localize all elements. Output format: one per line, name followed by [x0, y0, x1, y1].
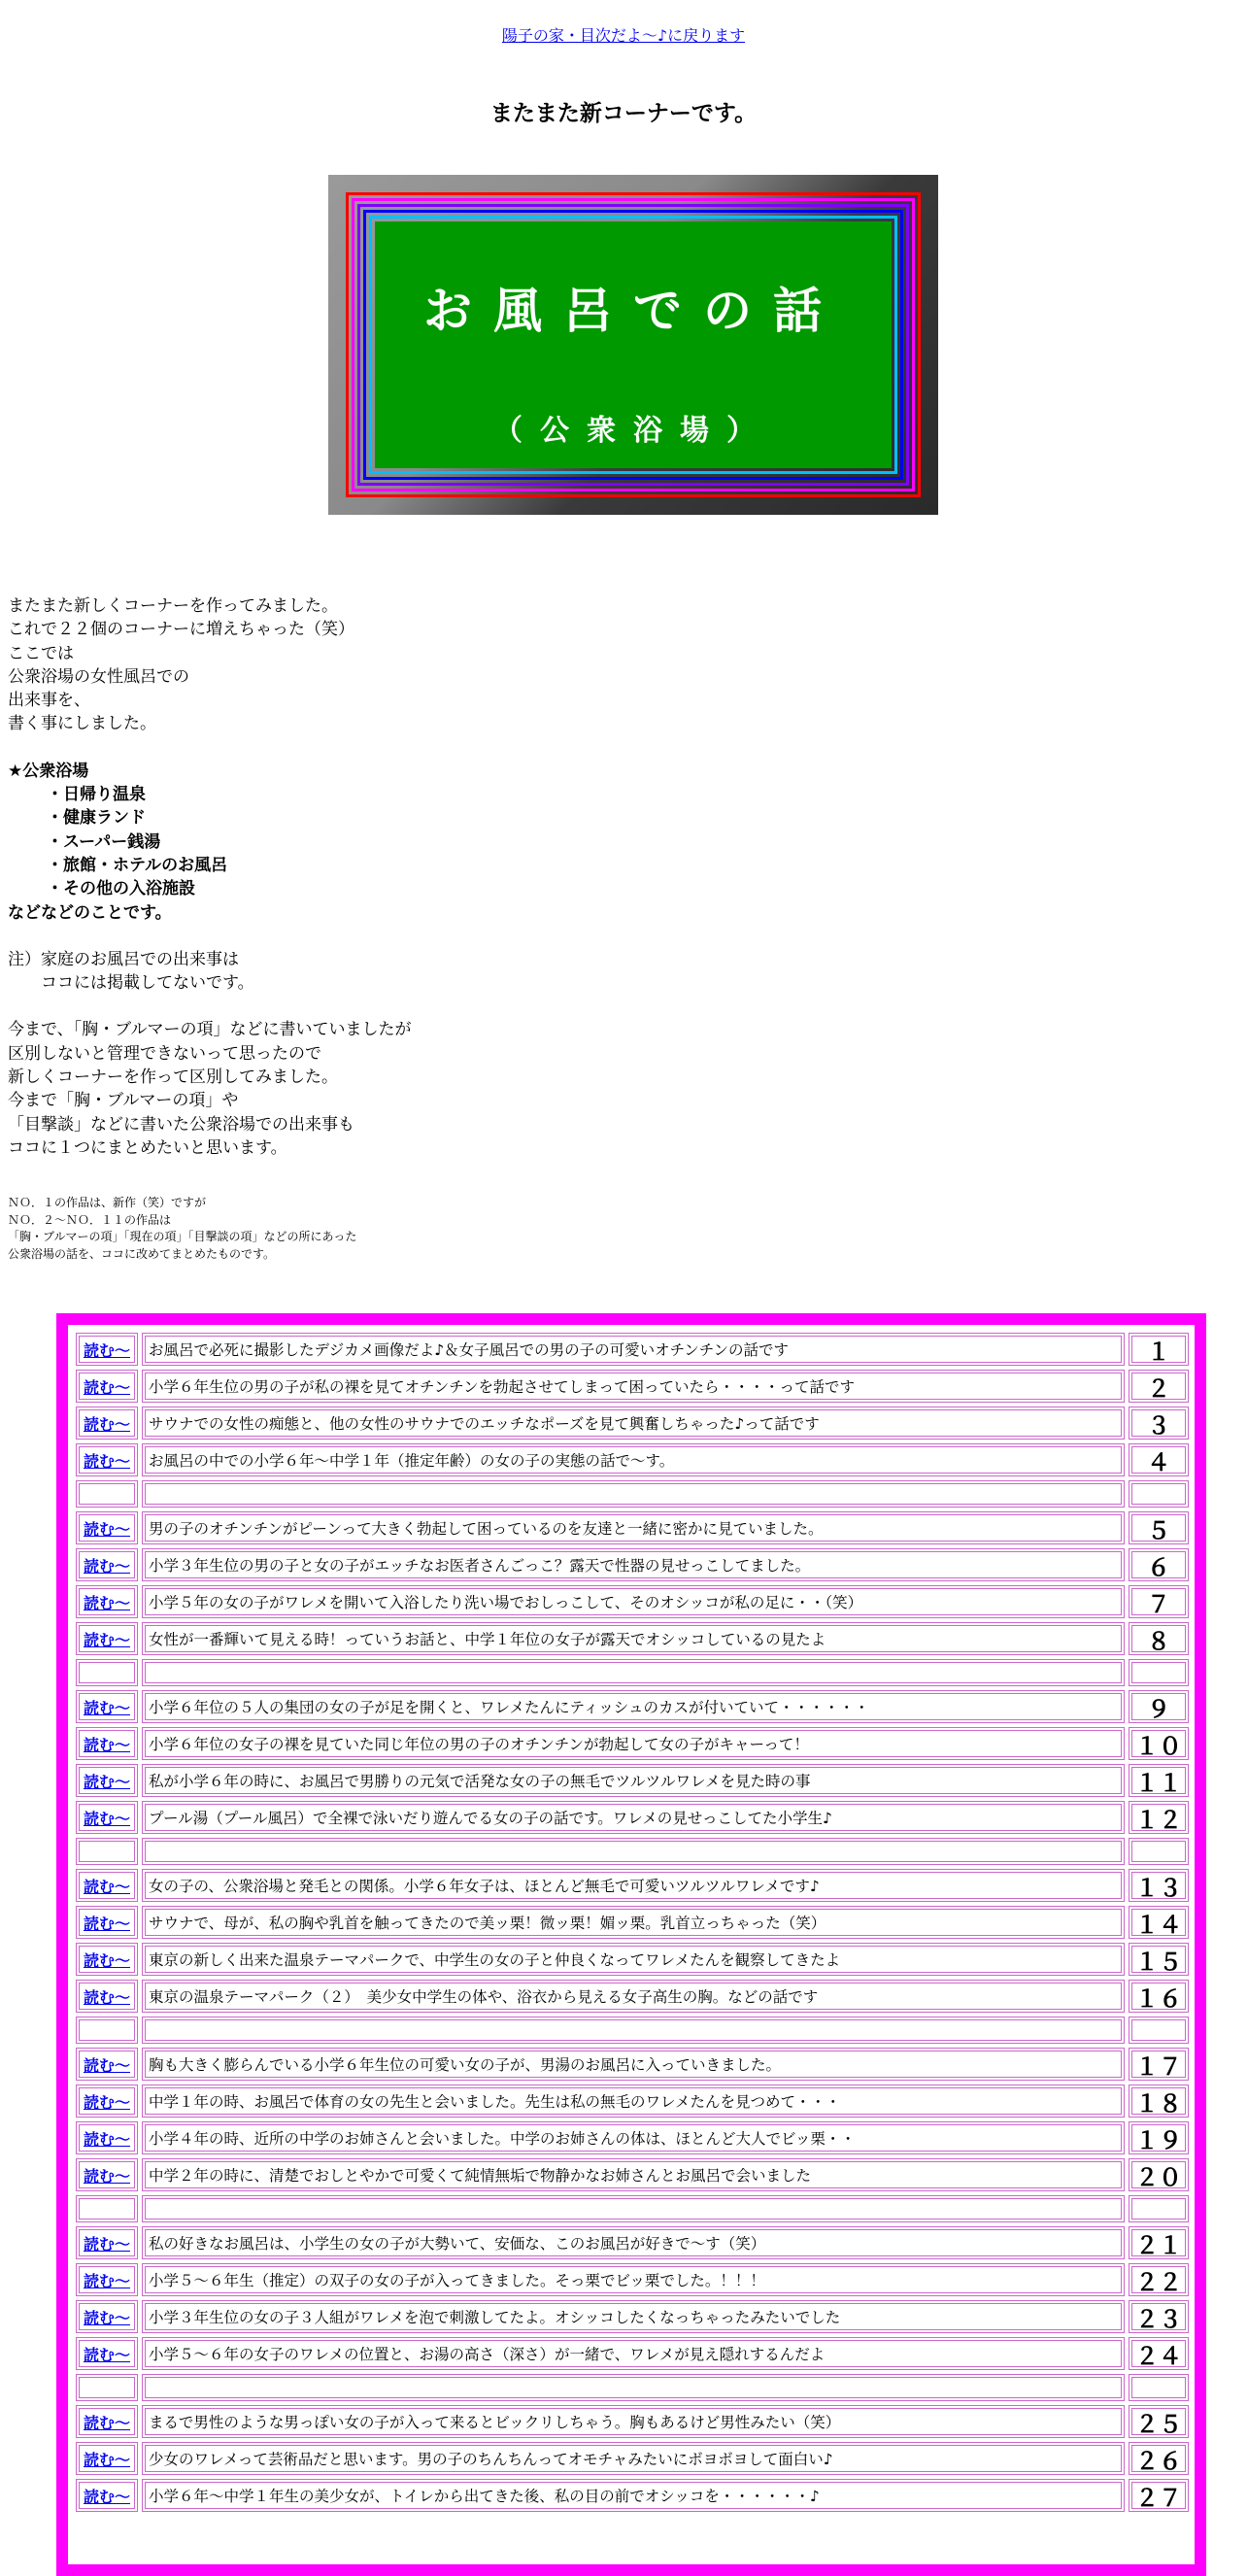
story-number: ９ [1129, 1690, 1189, 1723]
read-link[interactable]: 読む～ [83, 1735, 130, 1754]
read-link[interactable]: 読む～ [83, 1877, 130, 1896]
title-sign [328, 175, 938, 515]
note-line: 注）家庭のお風呂での出来事は [8, 949, 239, 969]
table-row [76, 1727, 1189, 1760]
read-link[interactable]: 読む～ [83, 1414, 130, 1434]
paragraph-line: ココに１つにまとめたいと思います。 [8, 1137, 287, 1158]
note-lines [8, 948, 882, 996]
story-summary: お風呂で必死に撮影したデジカメ画像だよ♪＆女子風呂での男の子の可愛いオチンチンの話です [142, 1333, 1125, 1366]
story-summary: 小学３年生位の女の子３人組がワレメを泡で刺激してたよ。オシッコしたくなっちゃったみたいでした [142, 2300, 1125, 2333]
empty-cell [1129, 1480, 1189, 1508]
story-number: １６ [1129, 1980, 1189, 2013]
small-note-line: ＮＯ．１の作品は、新作（笑）ですが [8, 1196, 207, 1209]
story-number: ２３ [1129, 2300, 1189, 2333]
bath-footer: などなどのことです。 [8, 902, 172, 923]
read-link[interactable]: 読む～ [83, 2055, 130, 2075]
read-link[interactable]: 読む～ [83, 2234, 130, 2254]
small-note-line: 「胸・ブルマーの項」「現在の項」「目撃談の項」などの所にあった [8, 1230, 357, 1243]
read-link[interactable]: 読む～ [83, 1809, 130, 1828]
read-cell [76, 2337, 138, 2370]
read-link[interactable]: 読む～ [83, 1950, 130, 1970]
read-cell [76, 2405, 138, 2438]
separator-row [76, 1659, 1189, 1686]
read-cell [76, 1443, 138, 1476]
story-number: １５ [1129, 1943, 1189, 1976]
para-lines [8, 1018, 882, 1160]
table-row [76, 1943, 1189, 1976]
story-number: ２ [1129, 1370, 1189, 1403]
intro-line: ここでは [8, 643, 74, 663]
read-cell [76, 1764, 138, 1797]
empty-cell [76, 1659, 138, 1686]
separator-row [76, 2195, 1189, 2222]
note-line: ココには掲載してないです。 [8, 973, 254, 994]
story-number: １９ [1129, 2121, 1189, 2154]
bath-items [8, 783, 882, 900]
read-link[interactable]: 読む～ [83, 1987, 130, 2007]
table-row [76, 2479, 1189, 2512]
sign-subtitle: （公衆浴場） [493, 414, 773, 448]
story-summary: 中学２年の時に、清楚でおしとやかで可愛くて純情無垢で物静かなお姉さんとお風呂で会いました [142, 2158, 1125, 2191]
read-cell [76, 2226, 138, 2259]
read-link[interactable]: 読む～ [83, 1451, 130, 1471]
paragraph-line: 「目撃談」などに書いた公衆浴場での出来事も [8, 1114, 354, 1135]
story-summary: 小学６年～中学１年生の美少女が、トイレから出てきた後、私の目の前でオシッコを・・・・・・♪ [142, 2479, 1125, 2512]
read-cell [76, 1333, 138, 1366]
story-number: ２０ [1129, 2158, 1189, 2191]
read-cell [76, 1801, 138, 1834]
table-row [76, 2405, 1189, 2438]
story-summary: サウナで、母が、私の胸や乳首を触ってきたので美ッ栗！微ッ栗！媚ッ栗。乳首立っちゃった（笑） [142, 1906, 1125, 1939]
separator-row [76, 2017, 1189, 2044]
story-summary: 東京の温泉テーマパーク（２） 美少女中学生の体や、浴衣から見える女子高生の胸。などの話です [142, 1980, 1125, 2013]
read-link[interactable]: 読む～ [83, 2271, 130, 2290]
read-link[interactable]: 読む～ [83, 1519, 130, 1539]
empty-cell [1129, 2017, 1189, 2044]
read-cell [76, 2048, 138, 2081]
story-summary: 小学６年位の女子の裸を見ていた同じ年位の男の子のオチンチンが勃起して女の子がキャーって！ [142, 1727, 1125, 1760]
empty-cell [76, 1838, 138, 1865]
paragraph-line: 新しくコーナーを作って区別してみました。 [8, 1068, 338, 1088]
bath-item: ・健康ランド [47, 808, 146, 829]
read-link[interactable]: 読む～ [83, 1914, 130, 1933]
read-link[interactable]: 読む～ [83, 1593, 130, 1612]
read-link[interactable]: 読む～ [83, 1630, 130, 1649]
read-link[interactable]: 読む～ [83, 1340, 130, 1360]
table-row [76, 1764, 1189, 1797]
story-summary: 私の好きなお風呂は、小学生の女の子が大勢いて、安価な、このお風呂が好きで～す（笑） [142, 2226, 1125, 2259]
read-cell [76, 1943, 138, 1976]
read-cell [76, 1370, 138, 1403]
read-cell [76, 1407, 138, 1440]
small-note-line: ＮＯ．２～ＮＯ．１１の作品は [8, 1212, 172, 1227]
table-row [76, 1980, 1189, 2013]
read-cell [76, 2085, 138, 2118]
read-cell [76, 2263, 138, 2296]
story-summary: 小学６年位の５人の集団の女の子が足を開くと、ワレメたんにティッシュのカスが付いていて・・・・・・ [142, 1690, 1125, 1723]
read-link[interactable]: 読む～ [83, 1377, 130, 1397]
empty-cell [76, 2195, 138, 2222]
story-summary: 小学６年生位の男の子が私の裸を見てオチンチンを勃起させてしまって困っていたら・・・・って話です [142, 1370, 1125, 1403]
read-cell [76, 2158, 138, 2191]
empty-cell [76, 2374, 138, 2401]
story-summary: 中学１年の時、お風呂で体育の女の先生と会いました。先生は私の無毛のワレメたんを見つめて・・・ [142, 2085, 1125, 2118]
read-link[interactable]: 読む～ [83, 2345, 130, 2364]
bath-item: ・旅館・ホテルのお風呂 [47, 855, 228, 875]
intro-lines [8, 594, 882, 736]
story-summary: まるで男性のような男っぽい女の子が入って来るとビックリしちゃう。胸もあるけど男性みたい（笑） [142, 2405, 1125, 2438]
empty-cell [142, 2195, 1125, 2222]
table-row [76, 1333, 1189, 1366]
read-cell [76, 1906, 138, 1939]
table-row [76, 2263, 1189, 2296]
read-link[interactable]: 読む～ [83, 2092, 130, 2112]
separator-row [76, 2374, 1189, 2401]
read-cell [76, 1622, 138, 1655]
read-link[interactable]: 読む～ [83, 2166, 130, 2186]
read-cell [76, 2121, 138, 2154]
read-cell [76, 1727, 138, 1760]
empty-cell [76, 1480, 138, 1508]
empty-cell [1129, 1659, 1189, 1686]
story-number: １ [1129, 1333, 1189, 1366]
bath-item: ・スーパー銭湯 [47, 831, 161, 852]
intro-line: またまた新しくコーナーを作ってみました。 [8, 596, 338, 616]
intro-text [8, 594, 882, 1160]
story-summary: 胸も大きく膨らんでいる小学６年生位の可愛い女の子が、男湯のお風呂に入っていきました。 [142, 2048, 1125, 2081]
table-row [76, 2085, 1189, 2118]
story-summary: サウナでの女性の痴態と、他の女性のサウナでのエッチなポーズを見て興奮しちゃった♪って話です [142, 1407, 1125, 1440]
table-row [76, 2158, 1189, 2191]
story-number: １７ [1129, 2048, 1189, 2081]
story-number: １１ [1129, 1764, 1189, 1797]
story-number: ５ [1129, 1511, 1189, 1544]
paragraph-line: 区別しないと管理できないって思ったので [8, 1043, 321, 1064]
table-row [76, 2442, 1189, 2475]
read-link[interactable]: 読む～ [83, 2308, 130, 2327]
story-summary: 少女のワレメって芸術品だと思います。男の子のちんちんってオモチャみたいにボヨボヨして面白い♪ [142, 2442, 1125, 2475]
separator-row [76, 1480, 1189, 1508]
paragraph-line: 今まで、「胸・ブルマーの項」などに書いていましたが [8, 1020, 412, 1040]
empty-cell [142, 1838, 1125, 1865]
story-number: １４ [1129, 1906, 1189, 1939]
read-cell [76, 1869, 138, 1902]
back-link-container [0, 23, 1247, 46]
empty-cell [142, 2374, 1125, 2401]
story-number: ２６ [1129, 2442, 1189, 2475]
read-link[interactable]: 読む～ [83, 2450, 130, 2469]
bath-item: ・その他の入浴施設 [47, 879, 195, 899]
read-cell [76, 1585, 138, 1618]
story-summary: 小学４年の時、近所の中学のお姉さんと会いました。中学のお姉さんの体は、ほとんど大人でビッ栗・・ [142, 2121, 1125, 2154]
read-cell [76, 2442, 138, 2475]
story-summary: 東京の新しく出来た温泉テーマパークで、中学生の女の子と仲良くなってワレメたんを観察してきたよ [142, 1943, 1125, 1976]
story-list [56, 1313, 1206, 2576]
story-number: ６ [1129, 1548, 1189, 1581]
read-cell [76, 1511, 138, 1544]
small-note-line: 公衆浴場の話を、ココに改めてまとめたものです。 [8, 1246, 276, 1261]
story-number: ２７ [1129, 2479, 1189, 2512]
story-number: ４ [1129, 1443, 1189, 1476]
empty-cell [142, 1659, 1125, 1686]
story-summary: 女の子の、公衆浴場と発毛との関係。小学６年女子は、ほとんど無毛で可愛いツルツルワレメです♪ [142, 1869, 1125, 1902]
intro-line: 公衆浴場の女性風呂での [8, 666, 189, 687]
table-row [76, 1511, 1189, 1544]
intro-line: 書く事にしました。 [8, 714, 156, 734]
table-row [76, 1407, 1189, 1440]
table-row [76, 1622, 1189, 1655]
read-cell [76, 1548, 138, 1581]
small-note [8, 1195, 882, 1263]
read-cell [76, 1980, 138, 2013]
back-to-index-link[interactable]: 陽子の家・目次だよ～♪に戻ります [501, 26, 746, 45]
story-summary: 小学５～６年の女子のワレメの位置と、お湯の高さ（深さ）が一緒で、ワレメが見え隠れするんだよ [142, 2337, 1125, 2370]
story-summary: 小学５年の女の子がワレメを開いて入浴したり洗い場でおしっこして、そのオシッコが私の足に・・（笑） [142, 1585, 1125, 1618]
page-title: またまた新コーナーです。 [489, 101, 758, 126]
empty-cell [76, 2017, 138, 2044]
story-number: １２ [1129, 1801, 1189, 1834]
story-number: ２２ [1129, 2263, 1189, 2296]
empty-cell [1129, 2374, 1189, 2401]
read-link[interactable]: 読む～ [83, 1772, 130, 1791]
story-number: １３ [1129, 1869, 1189, 1902]
story-number: ２５ [1129, 2405, 1189, 2438]
table-row [76, 2337, 1189, 2370]
story-number: ８ [1129, 1622, 1189, 1655]
table-row [76, 1370, 1189, 1403]
sign-title: お風呂での話 [423, 283, 843, 339]
read-link[interactable]: 読む～ [83, 2413, 130, 2432]
table-row [76, 1690, 1189, 1723]
story-summary: お風呂の中での小学６年～中学１年（推定年齢）の女の子の実態の話で～す。 [142, 1443, 1125, 1476]
story-number: ７ [1129, 1585, 1189, 1618]
story-number: ２４ [1129, 2337, 1189, 2370]
table-row [76, 2121, 1189, 2154]
read-cell [76, 2300, 138, 2333]
table-row [76, 1548, 1189, 1581]
intro-line: 出来事を、 [8, 691, 90, 711]
story-number: １０ [1129, 1727, 1189, 1760]
read-link[interactable]: 読む～ [83, 2129, 130, 2149]
story-number: ２１ [1129, 2226, 1189, 2259]
story-number: ３ [1129, 1407, 1189, 1440]
table-row [76, 1585, 1189, 1618]
intro-line: これで２２個のコーナーに増えちゃった（笑） [8, 620, 354, 640]
read-cell [76, 2479, 138, 2512]
read-link[interactable]: 読む～ [83, 1556, 130, 1576]
story-summary: 小学５～６年生（推定）の双子の女の子が入ってきました。そっ栗でビッ栗でした。！！！ [142, 2263, 1125, 2296]
read-link[interactable]: 読む～ [83, 2487, 130, 2506]
story-summary: 女性が一番輝いて見える時！っていうお話と、中学１年位の女子が露天でオシッコしているの見たよ [142, 1622, 1125, 1655]
story-summary: プール湯（プール風呂）で全裸で泳いだり遊んでる女の子の話です。ワレメの見せっこしてた小学生♪ [142, 1801, 1125, 1834]
table-row [76, 1906, 1189, 1939]
table-row [76, 1869, 1189, 1902]
read-cell [76, 1690, 138, 1723]
table-row [76, 2226, 1189, 2259]
story-summary: 男の子のオチンチンがピーンって大きく勃起して困っているのを友達と一緒に密かに見ていました。 [142, 1511, 1125, 1544]
table-row [76, 1443, 1189, 1476]
table-row [76, 1801, 1189, 1834]
story-summary: 私が小学６年の時に、お風呂で男勝りの元気で活発な女の子の無毛でツルツルワレメを見た時の事 [142, 1764, 1125, 1797]
story-number: １８ [1129, 2085, 1189, 2118]
paragraph-line: 今まで「胸・ブルマーの項」や [8, 1091, 239, 1111]
empty-cell [142, 2017, 1125, 2044]
separator-row [76, 1838, 1189, 1865]
table-row [76, 2048, 1189, 2081]
empty-cell [142, 1480, 1125, 1508]
empty-cell [1129, 2195, 1189, 2222]
story-summary: 小学３年生位の男の子と女の子がエッチなお医者さんごっこ？露天で性器の見せっこしてました。 [142, 1548, 1125, 1581]
bath-item: ・日帰り温泉 [47, 785, 146, 805]
table-row [76, 2300, 1189, 2333]
empty-cell [1129, 1838, 1189, 1865]
read-link[interactable]: 読む～ [83, 1698, 130, 1717]
bath-heading: ★公衆浴場 [8, 761, 89, 781]
